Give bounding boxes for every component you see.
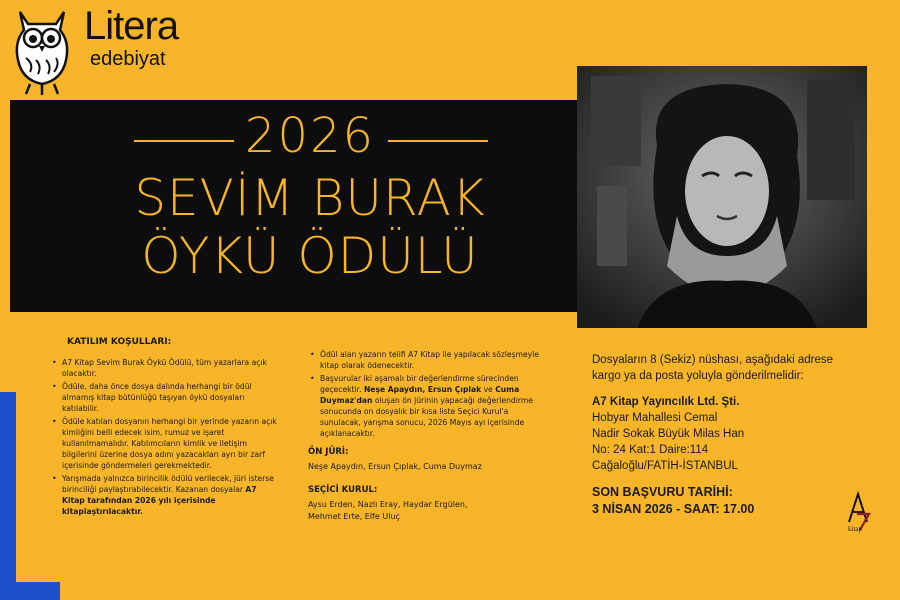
conditions-title: KATILIM KOŞULLARI: [67,337,172,347]
rules-list [308,349,540,439]
award-title-line2: ÖYKÜ ÖDÜLÜ [141,227,479,285]
blue-accent-base [0,582,60,600]
pre-jury-title: ÖN JÜRİ: [308,447,349,457]
conditions-list [50,357,280,517]
final-bold2: yılı içerisinde kitaplaştırılacaktır. [62,496,216,516]
address-line: Cağaloğlu/FATİH-İSTANBUL [592,460,738,472]
logo [6,2,216,97]
list-item: • Ödüle katılan dosyanın herhangi bir yerinde yazarın açık kimliğini belli edecek isim, rumuz ve işaret kullanılmamalıdır. Katılımcıların kimlik ve iletişim bilgilerini üzerine dosya adını yazacakları ayrı bir zarf içerisinde göndermeleri gerekmektedir. [50,416,280,471]
jury-members-line1: Aysu Erden, Nazlı Eray, Haydar Ergülen, [308,500,468,509]
award-year: 2026 [244,108,376,164]
rule-text: oluşan ön jürinin yapacağı değerlendirme sonucunda on dosyalık bir kısa liste Seçici Kurul'a sunulacak, yarışma sonucu, 2026 Mayıs ayı içerisinde açıklanacaktır. [320,396,533,438]
submission-intro: Dosyaların 8 (Sekiz) nüshası, aşağıdaki adrese kargo ya da posta yoluyla gönderilmelidir: [592,354,833,382]
pre-jury-members: Neşe Apaydın, Ersun Çıplak, Cuma Duymaz [308,462,482,471]
blue-accent-bar [0,392,16,600]
jury-title: SEÇİCİ KURUL: [308,485,378,495]
owl-icon [6,2,78,97]
publisher-label: kitap [848,525,862,533]
list-item: • Ödül alan yazarın telifi A7 Kitap ile yapılacak sözleşmeyle kitap olarak ödenecektir. [308,349,540,371]
final-bold1: A7 Kitap tarafından 2026 [62,485,257,505]
jury-members-line2: Mehmet Erte, Elfe Uluç [308,512,400,521]
address-line: Hobyar Mahallesi Cemal [592,412,718,424]
submission-section [592,352,842,518]
deadline-title: SON BAŞVURU TARİHİ: [592,485,733,499]
list-item-text: Yarışmada yalnızca birincilik ödülü verilecek, jüri isterse birinciliği paylaştırabilecektir. [62,474,274,494]
address-line: No: 24 Kat:1 Daire:114 [592,444,709,456]
deadline-date: 3 NİSAN 2026 - SAAT: 17.00 [592,502,755,516]
rule-text: Başvurular iki aşamalı bir değerlendirme sürecinden geçecektir. [320,374,519,394]
conditions-section [50,337,280,519]
award-title-line1: SEVİM BURAK [134,169,486,227]
logo-brand: Litera [84,4,179,48]
logo-sub: edebiyat [90,48,166,70]
rule-bold: Cuma Duymaz'dan [320,385,520,405]
list-item [308,373,540,439]
list-item: • A7 Kitap Sevim Burak Öykü Ödülü, tüm yazarlara açık olacaktır. [50,357,280,379]
rules-section [308,349,540,523]
list-item [50,473,280,517]
rule-text: ve [481,385,496,394]
list-item: • Ödüle, daha önce dosya dalında herhangi bir ödül almamış kitap bütünlüğü taşıyan öykü dosyaları katılabilir. [50,381,280,414]
rule-bold: Neşe Apaydın, Ersun Çıplak [363,385,482,394]
company-name: A7 Kitap Yayıncılık Ltd. Şti. [592,396,740,408]
portrait-photo [577,66,867,328]
address-line: Nadir Sokak Büyük Milas Han [592,428,745,440]
final-pre: Kazanan dosyalar [175,485,246,494]
